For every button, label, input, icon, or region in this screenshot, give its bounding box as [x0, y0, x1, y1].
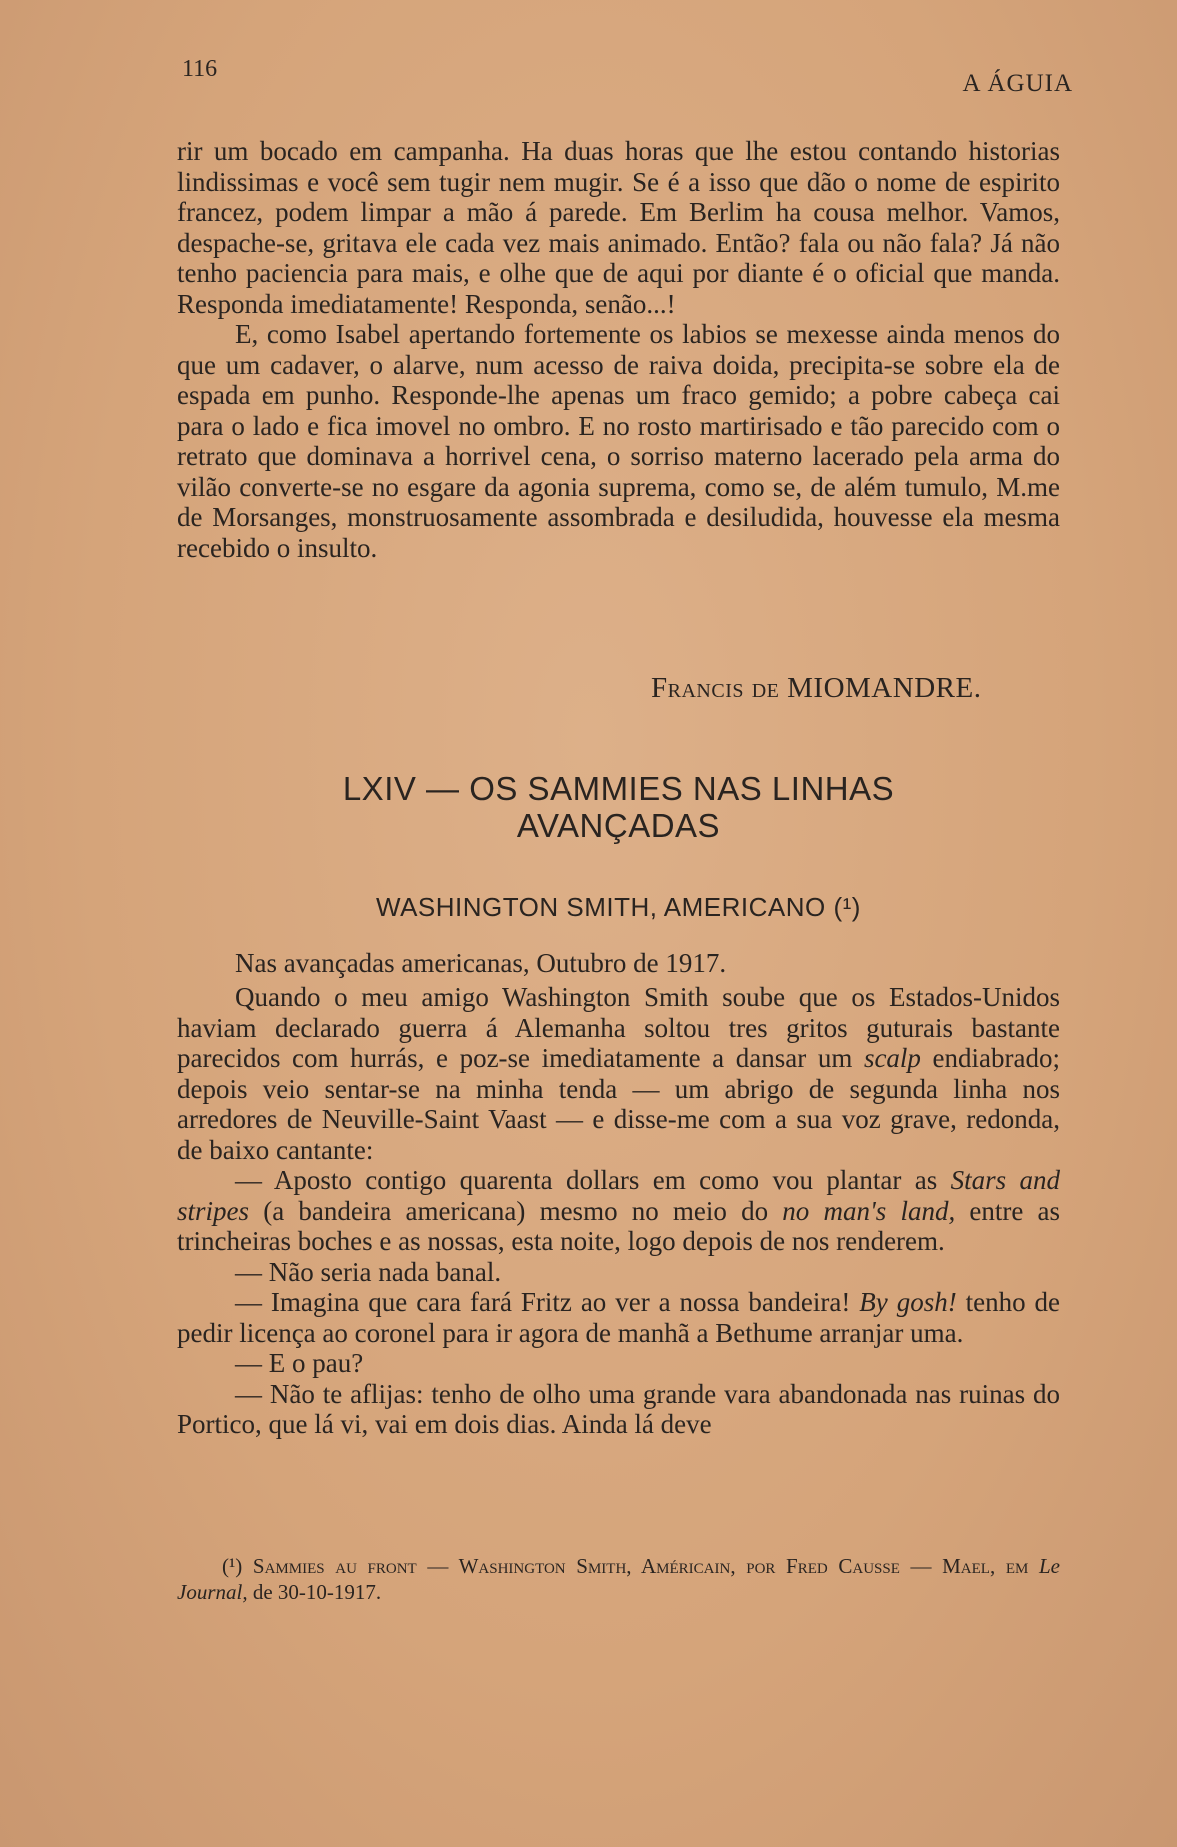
chapter-title [177, 770, 1060, 844]
running-head: A ÁGUIA [962, 70, 1073, 97]
body-text-top [177, 136, 1060, 563]
paragraph [177, 982, 1060, 1165]
dialogue-line [177, 1165, 1060, 1257]
footnote [177, 1553, 1060, 1605]
text-run: tenho de pedir licença ao coronel para ir agora de manhã a Bethume arranjar uma. [177, 1287, 1060, 1348]
chapter-subtitle: WASHINGTON SMITH, AMERICANO (¹) [376, 892, 861, 922]
text-run: de 30-10-1917. [252, 1580, 382, 1604]
italic-text: scalp [863, 1043, 921, 1073]
text-run: Quando o meu amigo Washington Smith soube que os Estados-Unidos haviam declarado guerra á Alemanha soltou tres gritos guturais bastante parecidos com hurrás, e poz-se imediatamente a dansar um [177, 982, 1060, 1073]
dialogue-line [177, 1287, 1060, 1348]
page-number: 116 [182, 56, 218, 82]
text-run: — Aposto contigo quarenta dollars em como vou plantar as [235, 1165, 938, 1195]
dateline: Nas avançadas americanas, Outubro de 1917. [235, 948, 727, 978]
text-run: endiabrado; depois veio sentar-se na minha tenda — um abrigo de segunda linha nos arredores de Neuville-Saint Vaast — e disse-me com a sua voz grave, redonda, de baixo cantante: [177, 1043, 1060, 1165]
chapter-title-line: AVANÇADAS [516, 807, 721, 844]
dialogue-line: — Não te aflijas: tenho de olho uma grande vara abandonada nas ruinas do Portico, que lá vi, vai em dois dias. Ainda lá deve [177, 1378, 1060, 1439]
dialogue-line: — Não seria nada banal. [235, 1256, 502, 1287]
footnote-text [177, 1553, 1060, 1605]
text-run: (a bandeira americana) mesmo no meio do [263, 1195, 769, 1226]
text-run: — Imagina que cara fará Fritz ao ver a nossa bandeira! [235, 1287, 851, 1317]
text-run: (¹) Sammies au front — Washington Smith, Américain, por Fred Causse — Mael, em [222, 1554, 1029, 1578]
italic-text: By gosh! [859, 1287, 957, 1317]
paragraph: rir um bocado em campanha. Ha duas horas que lhe estou contando historias lindissimas e você sem tugir nem mugir. Se é a isso que dão o nome de espirito francez, podem limpar a mão á parede. Em Berlim ha cousa melhor. Vamos, despache-se, gritava ele cada vez mais animado. Então? fala ou não fala? Já não tenho paciencia para mais, e olhe que de aqui por diante é o oficial que manda. Responda imediatamente! Responda, senão...! [177, 136, 1060, 319]
body-text-bottom [177, 982, 1060, 1440]
dialogue-line: — E o pau? [235, 1348, 364, 1378]
paragraph: E, como Isabel apertando fortemente os labios se mexesse ainda menos do que um cadaver, o alarve, num acesso de raiva doida, precipita-se sobre ela de espada em punho. Responde-lhe apenas um fraco gemido; a pobre cabeça cai para o lado e fica imovel no ombro. E no rosto martirisado e tão parecido com o retrato que dominava a horrivel cena, o sorriso materno lacerado pela arma do vilão converte-se no esgare da agonia suprema, como se, de além tumulo, M.me de Morsanges, monstruosamente assombrada e desiludida, houvesse ela mesma recebido o insulto. [177, 319, 1060, 563]
italic-text: no man's land, [782, 1195, 956, 1226]
author-signature: Francis de MIOMANDRE. [651, 672, 982, 704]
text-run: entre as trincheiras boches e as nossas, esta noite, logo depois de nos renderem. [177, 1195, 1061, 1256]
chapter-title-line: LXIV — OS SAMMIES NAS LINHAS [342, 770, 895, 807]
italic-text: Stars and stripes [177, 1165, 1060, 1226]
italic-text: Le Journal, [177, 1554, 1060, 1604]
